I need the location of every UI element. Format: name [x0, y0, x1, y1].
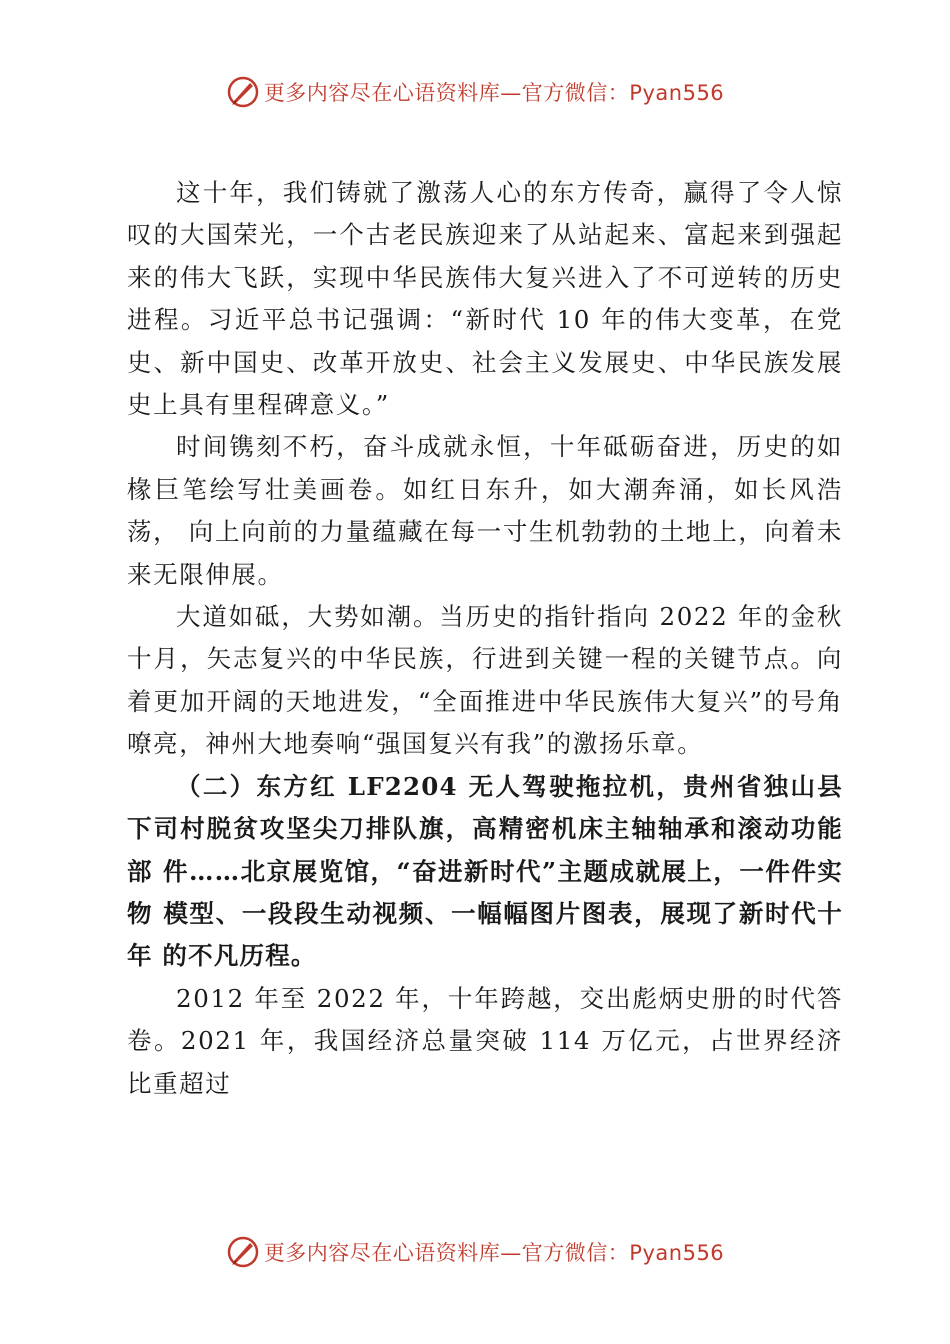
footer-banner [0, 1230, 950, 1274]
paragraph-time-engraved: 时间镌刻不朽，奋斗成就永恒，十年砥砺奋进，历史的如椽巨笔绘写壮美画卷。如红日东升，如大潮奔涌，如长风浩荡， 向上向前的力量蕴藏在每一寸生机勃勃的土地上，向着未来无限伸展。 [127, 432, 843, 589]
header-banner [0, 70, 950, 114]
paragraph-great-path: 大道如砥，大势如潮。当历史的指针指向 2022 年的金秋十月，矢志复兴的中华民族，行进到关键一程的关键节点。向 着更加开阔的天地进发，“全面推进中华民族伟大复兴”的号角 嘹亮，神州大地奏响“强国复兴有我”的激扬乐章。 [127, 602, 843, 759]
quill-seal-icon [226, 75, 260, 109]
paragraph-2012-2022: 2012 年至 2022 年，十年跨越，交出彪炳史册的时代答卷。2021 年，我国经济总量突破 114 万亿元，占世界经济比重超过 [127, 983, 843, 1098]
banner-text: 更多内容尽在心语资料库—官方微信：Pyan556 [263, 81, 725, 105]
section-heading-paragraph: （二）东方红 LF2204 无人驾驶拖拉机，贵州省独山县下司村脱贫攻坚尖刀排队旗，高精密机床主轴轴承和滚动功能部 件……北京展览馆，“奋进新时代”主题成就展上，一件件实物 模型、一段段生动视频、一幅幅图片图表，展现了新时代十年 的不凡历程。 [127, 771, 843, 971]
banner-text: 更多内容尽在心语资料库—官方微信：Pyan556 [263, 1241, 725, 1265]
paragraph-decade-legend: 这十年，我们铸就了激荡人心的东方传奇，赢得了令人惊叹的大国荣光，一个古老民族迎来了从站起来、富起来到强起来的伟大飞跃，实现中华民族伟大复兴进入了不可逆转的历史进程。习近平总书记强调：“新时代 10 年的伟大变革，在党史、新中国史、改革开放史、社会主义发展史、中华民族发展史上具有里程碑意义。” [127, 178, 843, 420]
quill-seal-icon [226, 1235, 260, 1269]
document-body [127, 172, 843, 1105]
